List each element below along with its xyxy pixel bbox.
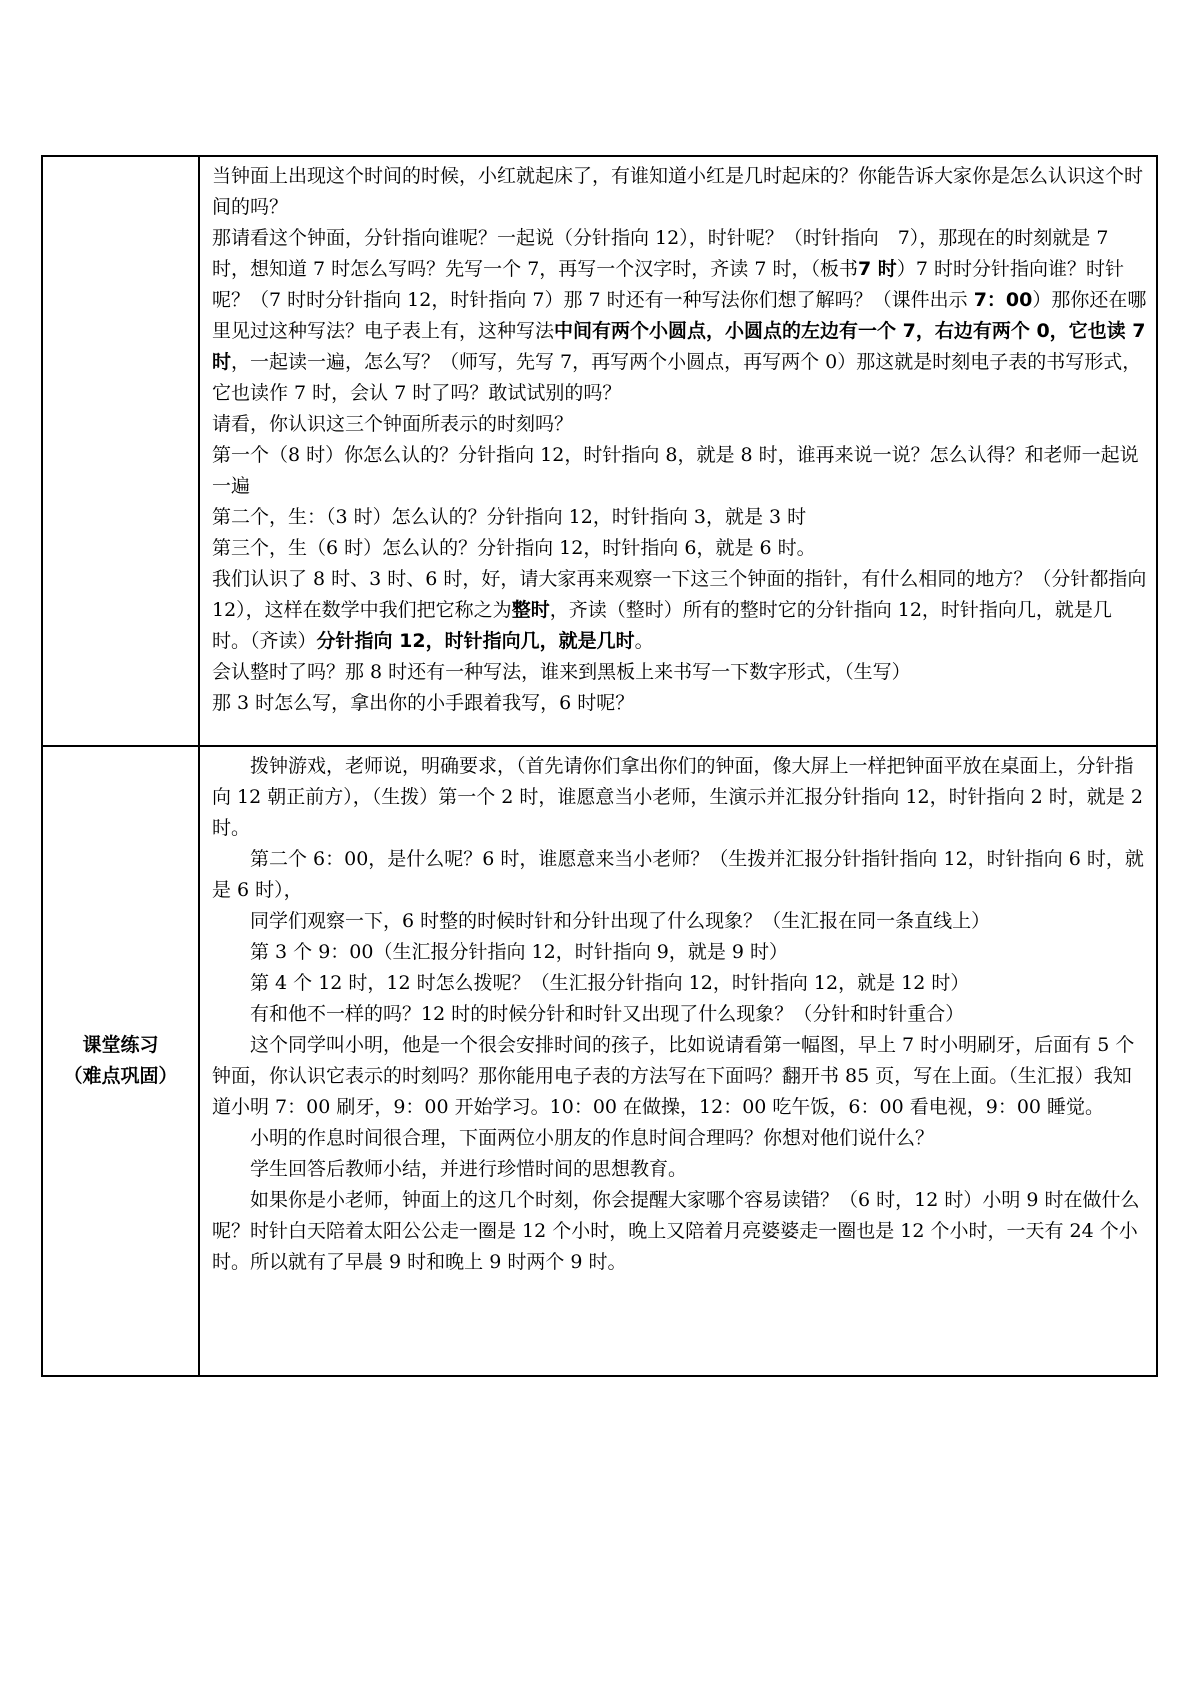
- paragraph: [212, 440, 1148, 502]
- label-cell-empty: [42, 156, 199, 746]
- section-label-line2: （难点巩固）: [63, 1065, 178, 1087]
- paragraph-text: 如果你是小老师，钟面上的这几个时刻，你会提醒大家哪个容易读错？（6 时，12 时）小明 9 时在做什么呢？时针白天陪着太阳公公走一圈是 12 个小时，晚上又陪着月亮婆婆走一圈也是 12 个小时，一天有 24 个小时。所以就有了早晨 9 时和晚上 9 时两个 9 时。: [212, 1189, 1140, 1273]
- paragraph: [212, 906, 1148, 937]
- emphasis-text: 分针指向 12，时针指向几，就是几时: [316, 630, 635, 652]
- paragraph: [212, 1123, 1148, 1154]
- paragraph: [212, 502, 1148, 533]
- paragraph-text: 第 3 个 9：00（生汇报分针指向 12，时针指向 9，就是 9 时）: [250, 941, 788, 963]
- paragraph-text: 第二个，生：（3 时）怎么认的？分针指向 12，时针指向 3，就是 3 时: [212, 506, 807, 528]
- paragraph-text: 我们认识了 8 时、3 时、6 时，好，请大家再来观察一下这三个钟面的指针，有什么相同的地方？（分针都指向 12），这样在数学中我们把它称之为: [212, 568, 1147, 621]
- paragraph-text: 会认整时了吗？那 8 时还有一种写法，谁来到黑板上来书写一下数字形式，（生写）: [212, 661, 911, 683]
- paragraph: [212, 564, 1148, 657]
- emphasis-text: 整时: [511, 599, 550, 621]
- paragraph: [212, 1030, 1148, 1123]
- paragraph-text: 当钟面上出现这个时间的时候，小红就起床了，有谁知道小红是几时起床的？你能告诉大家你是怎么认识这个时间的吗？: [212, 165, 1144, 218]
- emphasis-text: 7：00: [973, 289, 1033, 311]
- paragraph-text: 那 3 时怎么写，拿出你的小手跟着我写，6 时呢？: [212, 692, 635, 714]
- emphasis-text: 7 时: [857, 258, 897, 280]
- paragraph: [212, 844, 1148, 906]
- emphasis-text: 中间有两个小圆点，小圆点的左边有一个 7，右边有两个 0，它也读 7 时: [212, 320, 1146, 373]
- paragraph-text: 那请看这个钟面，分针指向谁呢？一起说（分针指向 12），时针呢？（时针指向 7），那现在的时刻就是 7 时，想知道 7 时怎么写吗？先写一个 7，再写一个汉字时，齐读 7 时，（板书: [212, 227, 1109, 280]
- paragraph: [212, 533, 1148, 564]
- paragraph-text: 第二个 6：00，是什么呢？6 时，谁愿意来当小老师？（生拨并汇报分针指针指向 12，时针指向 6 时，就是 6 时），: [212, 848, 1144, 901]
- table-row-practice: [42, 746, 1157, 1376]
- paragraph-text: 拨钟游戏，老师说，明确要求，（首先请你们拿出你们的钟面，像大屏上一样把钟面平放在桌面上，分针指向 12 朝正前方），（生拨）第一个 2 时，谁愿意当小老师，生演示并汇报分针指向 12，时针指向 2 时，就是 2 时。: [212, 755, 1143, 839]
- teaching-paragraphs: [200, 157, 1156, 725]
- label-cell-practice: [42, 746, 199, 1376]
- paragraph-text: ，一起读一遍，怎么写？（师写，先写 7，再写两个小圆点，再写两个 0）那这就是时刻电子表的书写形式，它也读作 7 时，会认 7 时了吗？敢试试别的吗？: [212, 351, 1142, 404]
- paragraph-text: 学生回答后教师小结，并进行珍惜时间的思想教育。: [250, 1158, 688, 1180]
- content-cell-teaching: [199, 156, 1157, 746]
- paragraph: [212, 688, 1148, 719]
- paragraph-text: ，齐读（整时）所有的整时它的分针指向 12，时针指向几，就是几时。（齐读）: [212, 599, 1112, 652]
- content-cell-practice: [199, 746, 1157, 1376]
- paragraph: [212, 409, 1148, 440]
- lesson-plan-table: [41, 155, 1158, 1377]
- paragraph-text: 同学们观察一下，6 时整的时候时针和分针出现了什么现象？（生汇报在同一条直线上）: [250, 910, 991, 932]
- practice-paragraphs: [200, 747, 1156, 1284]
- paragraph-text: 这个同学叫小明，他是一个很会安排时间的孩子，比如说请看第一幅图，早上 7 时小明刷牙，后面有 5 个钟面，你认识它表示的时刻吗？那你能用电子表的方法写在下面吗？翻开书 85 页，写在上面。（生汇报）我知道小明 7：00 刷牙，9：00 开始学习。10：00 在做操，12：00 吃午饭，6：00 看电视，9：00 睡觉。: [212, 1034, 1135, 1118]
- paragraph-text: ）7 时时分针指向谁？时针呢？（7 时时分针指向 12，时针指向 7）那 7 时还有一种写法你们想了解吗？（课件出示: [212, 258, 1124, 311]
- section-label-line1: 课堂练习: [82, 1034, 159, 1056]
- paragraph-text: 第 4 个 12 时，12 时怎么拨呢？（生汇报分针指向 12，时针指向 12，就是 12 时）: [250, 972, 970, 994]
- paragraph-text: 小明的作息时间很合理，下面两位小朋友的作息时间合理吗？你想对他们说什么？: [250, 1127, 935, 1149]
- paragraph: [212, 751, 1148, 844]
- paragraph-text: 。: [634, 630, 654, 652]
- paragraph-text: 有和他不一样的吗？12 时的时候分针和时针又出现了什么现象？（分针和时针重合）: [250, 1003, 965, 1025]
- paragraph: [212, 161, 1148, 223]
- paragraph-text: 请看，你认识这三个钟面所表示的时刻吗？: [212, 413, 574, 435]
- paragraph: [212, 937, 1148, 968]
- paragraph: [212, 1185, 1148, 1278]
- paragraph-text: 第三个，生（6 时）怎么认的？分针指向 12，时针指向 6，就是 6 时。: [212, 537, 816, 559]
- paragraph: [212, 223, 1148, 409]
- paragraph-text: ）那你还在哪里见过这种写法？电子表上有，这种写法: [212, 289, 1147, 342]
- paragraph: [212, 968, 1148, 999]
- paragraph-text: 第一个（8 时）你怎么认的？分针指向 12，时针指向 8，就是 8 时，谁再来说一说？怎么认得？和老师一起说一遍: [212, 444, 1139, 497]
- table-row-teaching: [42, 156, 1157, 746]
- paragraph: [212, 999, 1148, 1030]
- paragraph: [212, 1154, 1148, 1185]
- paragraph: [212, 657, 1148, 688]
